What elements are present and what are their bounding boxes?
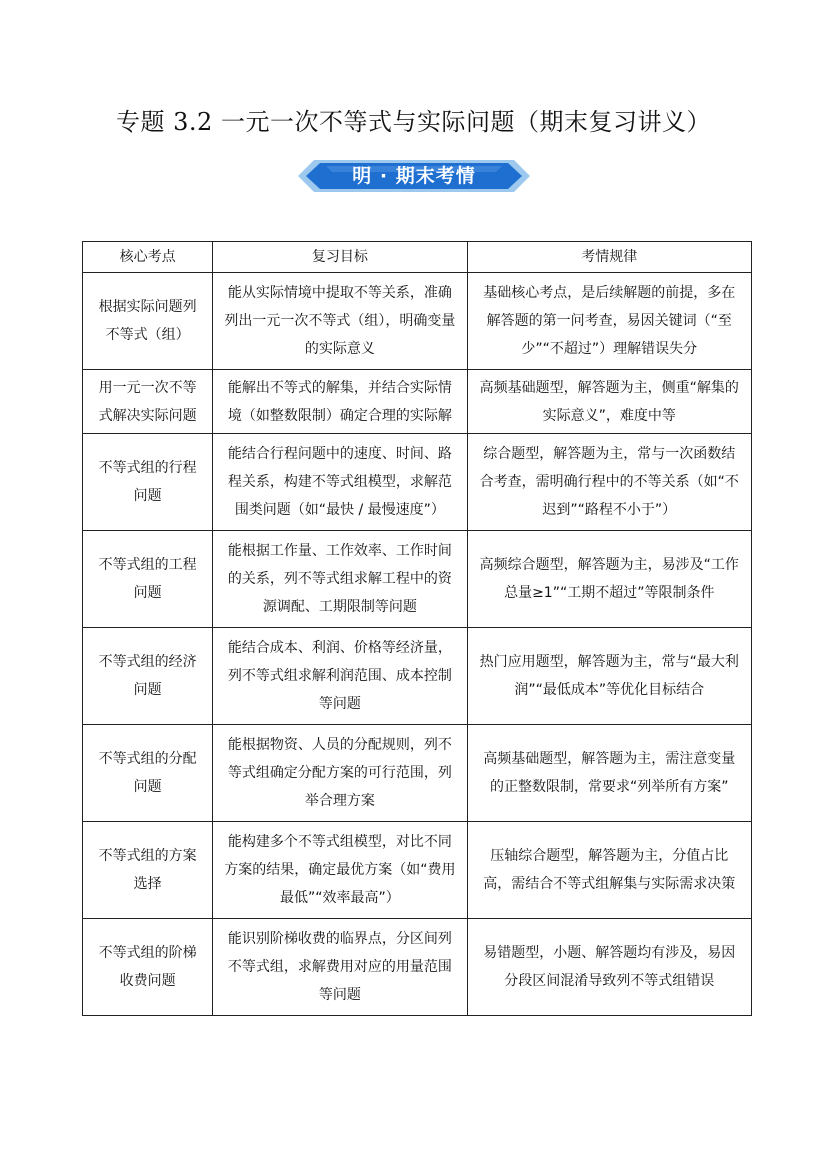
header-exam-pattern: 考情规律 <box>467 242 751 273</box>
goal-cell: 能解出不等式的解集，并结合实际情境（如整数限制）确定合理的实际解 <box>213 370 467 434</box>
section-banner <box>296 152 532 200</box>
pattern-cell: 基础核心考点，是后续解题的前提，多在解答题的第一问考查，易因关键词（“至少”“不超过”）理解错误失分 <box>467 273 751 370</box>
review-table <box>82 241 752 1016</box>
table-row <box>83 628 752 725</box>
table-row <box>83 531 752 628</box>
pattern-cell: 压轴综合题型，解答题为主，分值占比高，需结合不等式组解集与实际需求决策 <box>467 822 751 919</box>
topic-cell: 不等式组的阶梯收费问题 <box>83 919 213 1016</box>
pattern-cell: 综合题型，解答题为主，常与一次函数结合考查，需明确行程中的不等关系（如“不迟到”“路程不小于”） <box>467 434 751 531</box>
goal-cell: 能结合行程问题中的速度、时间、路程关系，构建不等式组模型，求解范围类问题（如“最快 / 最慢速度”） <box>213 434 467 531</box>
goal-cell: 能识别阶梯收费的临界点，分区间列不等式组，求解费用对应的用量范围等问题 <box>213 919 467 1016</box>
pattern-cell: 高频基础题型，解答题为主，侧重“解集的实际意义”，难度中等 <box>467 370 751 434</box>
pattern-cell: 高频基础题型，解答题为主，需注意变量的正整数限制，常要求“列举所有方案” <box>467 725 751 822</box>
pattern-cell: 高频综合题型，解答题为主，易涉及“工作总量≥1”“工期不超过”等限制条件 <box>467 531 751 628</box>
goal-cell: 能根据工作量、工作效率、工作时间的关系，列不等式组求解工程中的资源调配、工期限制等问题 <box>213 531 467 628</box>
topic-cell: 不等式组的方案选择 <box>83 822 213 919</box>
goal-cell: 能结合成本、利润、价格等经济量，列不等式组求解利润范围、成本控制等问题 <box>213 628 467 725</box>
pattern-cell: 热门应用题型，解答题为主，常与“最大利润”“最低成本”等优化目标结合 <box>467 628 751 725</box>
topic-cell: 不等式组的分配问题 <box>83 725 213 822</box>
header-review-goal: 复习目标 <box>213 242 467 273</box>
table-row <box>83 370 752 434</box>
pattern-cell: 易错题型，小题、解答题均有涉及，易因分段区间混淆导致列不等式组错误 <box>467 919 751 1016</box>
table-row <box>83 919 752 1016</box>
topic-cell: 用一元一次不等式解决实际问题 <box>83 370 213 434</box>
table-row <box>83 725 752 822</box>
table-row <box>83 822 752 919</box>
header-core-topic: 核心考点 <box>83 242 213 273</box>
page-title: 专题 3.2 一元一次不等式与实际问题（期末复习讲义） <box>116 108 711 136</box>
topic-cell: 不等式组的经济问题 <box>83 628 213 725</box>
table-header-row <box>83 242 752 273</box>
goal-cell: 能根据物资、人员的分配规则，列不等式组确定分配方案的可行范围，列举合理方案 <box>213 725 467 822</box>
table-row <box>83 434 752 531</box>
topic-cell: 不等式组的工程问题 <box>83 531 213 628</box>
table-row <box>83 273 752 370</box>
topic-cell: 不等式组的行程问题 <box>83 434 213 531</box>
banner-label: 明 · 期末考情 <box>352 165 476 187</box>
goal-cell: 能从实际情境中提取不等关系，准确列出一元一次不等式（组），明确变量的实际意义 <box>213 273 467 370</box>
topic-cell: 根据实际问题列不等式（组） <box>83 273 213 370</box>
goal-cell: 能构建多个不等式组模型，对比不同方案的结果，确定最优方案（如“费用最低”“效率最高”） <box>213 822 467 919</box>
